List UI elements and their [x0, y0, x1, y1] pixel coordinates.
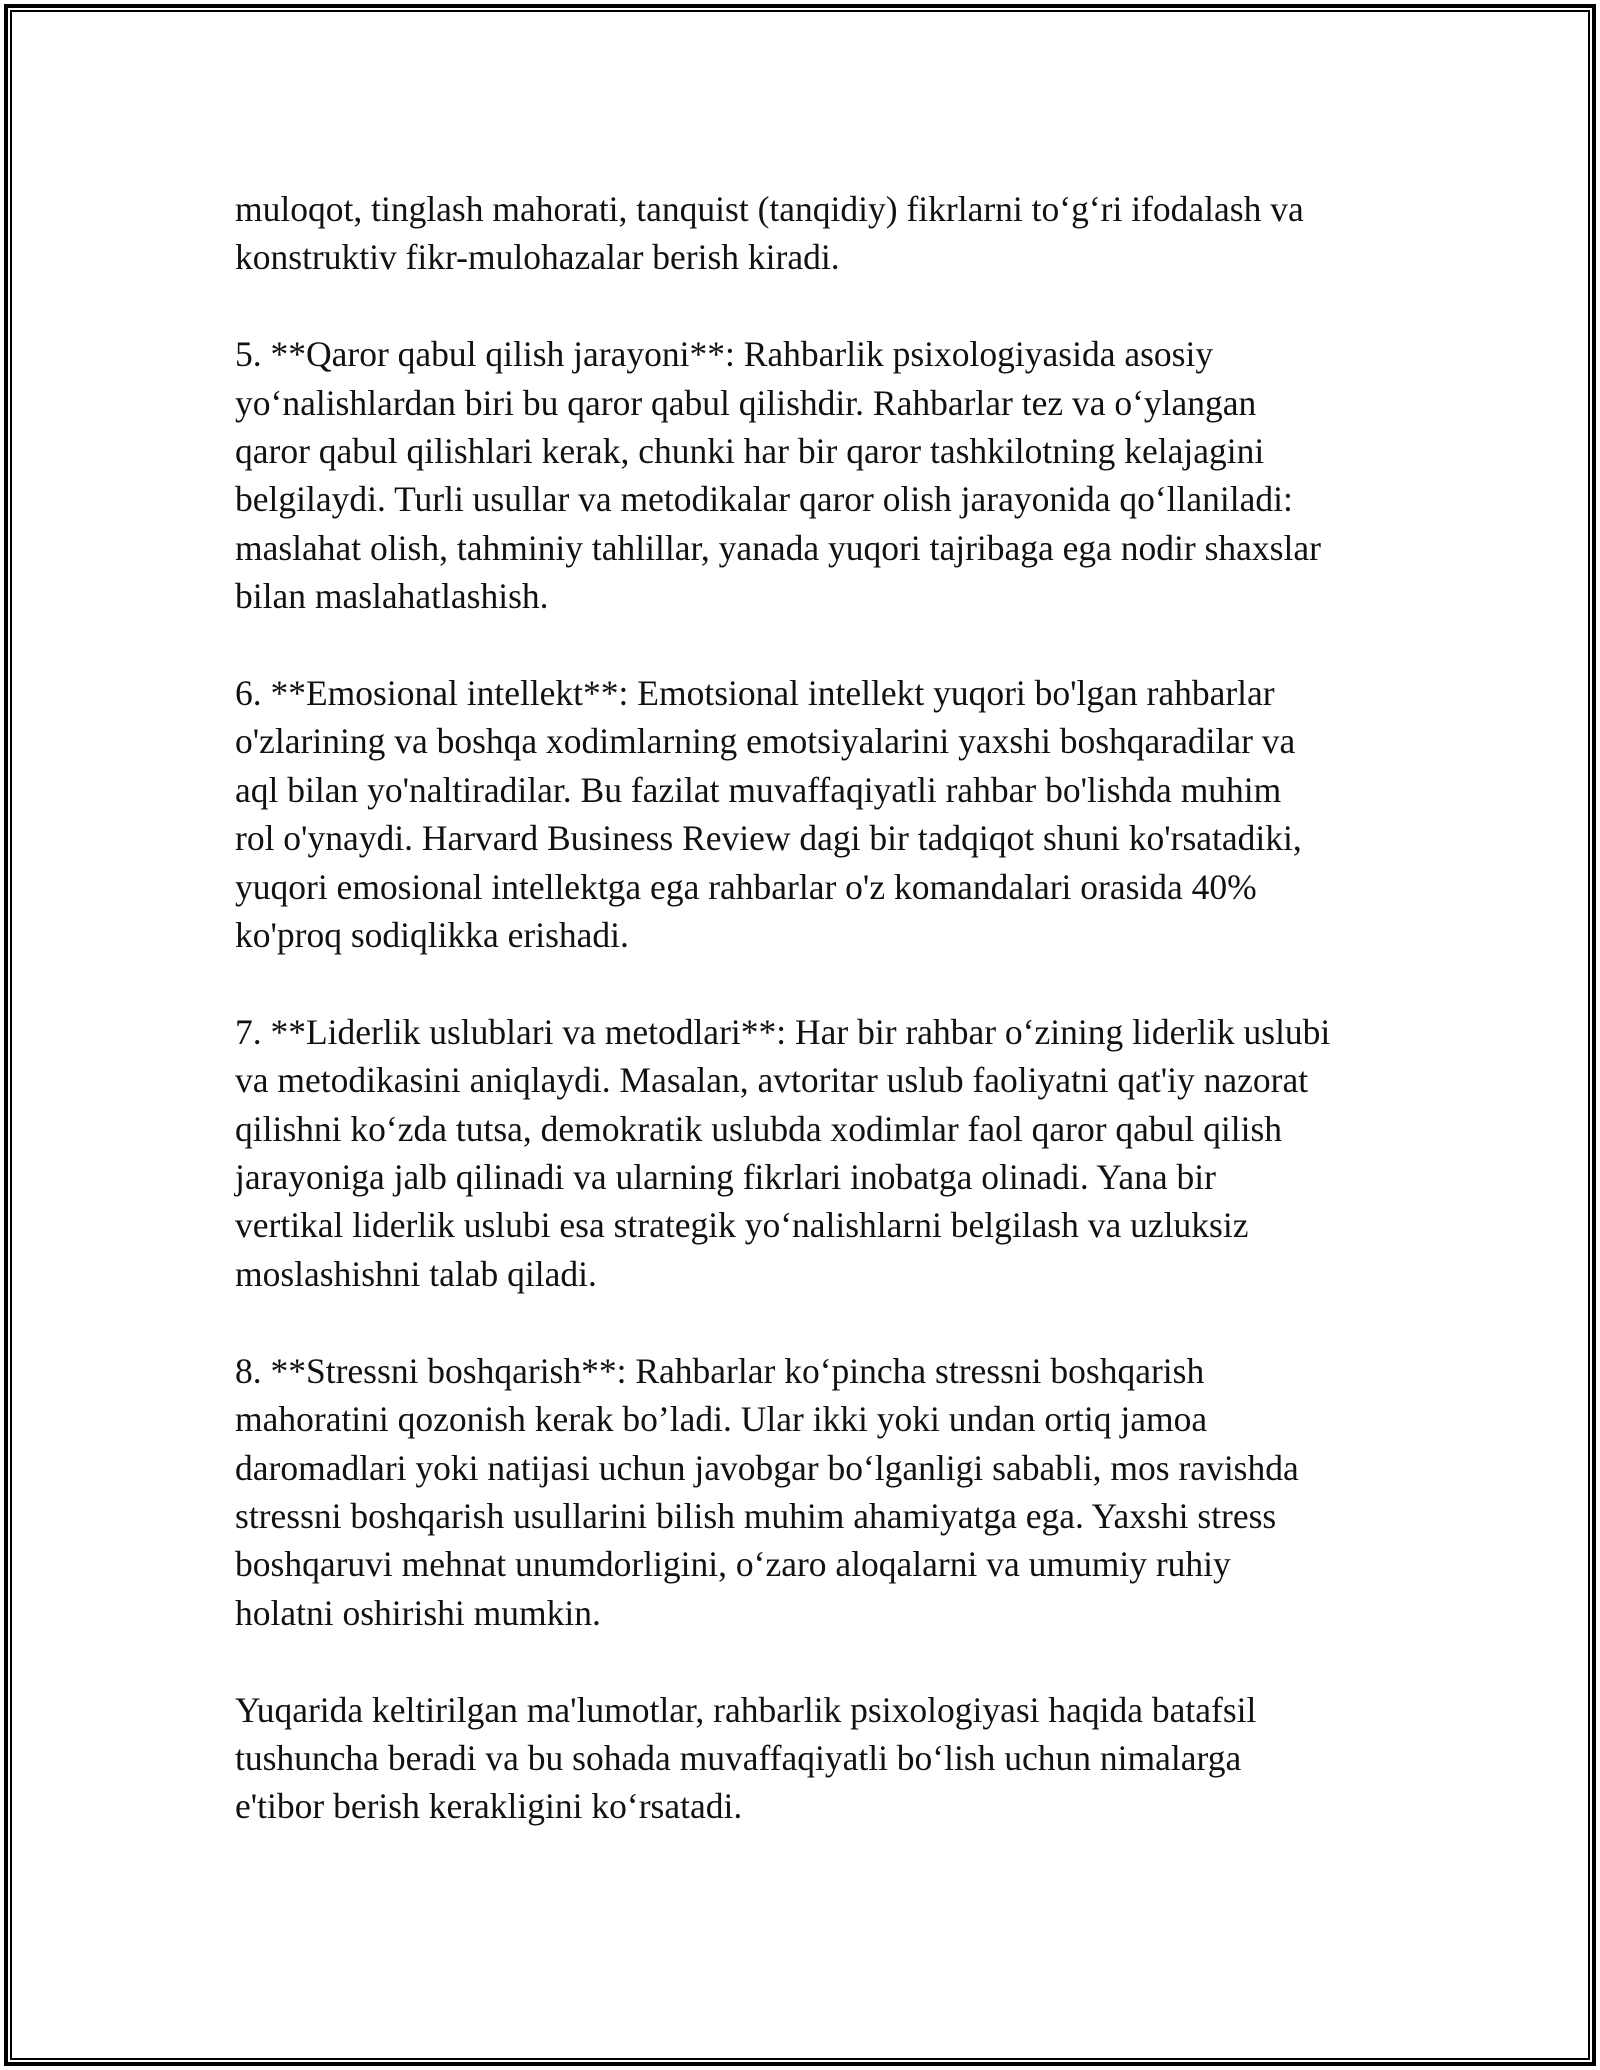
paragraph-item-6: [235, 669, 1395, 959]
text-line: yuqori emosional intellektga ega rahbarlar o'z komandalari orasida 40%: [235, 866, 1257, 907]
text-line: bilan maslahatlashish.: [235, 576, 549, 617]
document-body: [235, 185, 1395, 1879]
text-line: belgilaydi. Turli usullar va metodikalar qaror olish jarayonida qo‘llaniladi:: [235, 479, 1293, 520]
text-line: daromadlari yoki natijasi uchun javobgar bo‘lganligi sababli, mos ravishda: [235, 1447, 1299, 1488]
text-line: boshqaruvi mehnat unumdorligini, o‘zaro aloqalarni va umumiy ruhiy: [235, 1544, 1231, 1585]
paragraph-item-5: [235, 330, 1395, 620]
text-line: Yuqarida keltirilgan ma'lumotlar, rahbarlik psixologiyasi haqida batafsil: [235, 1689, 1257, 1730]
text-line: o'zlarining va boshqa xodimlarning emotsiyalarini yaxshi boshqaradilar va: [235, 721, 1296, 762]
text-line: tushuncha beradi va bu sohada muvaffaqiyatli bo‘lish uchun nimalarga: [235, 1737, 1242, 1778]
text-line: konstruktiv fikr-mulohazalar berish kiradi.: [235, 237, 840, 278]
paragraph-continuation: [235, 185, 1395, 282]
text-line: ko'proq sodiqlikka erishadi.: [235, 915, 629, 956]
paragraph-item-8: [235, 1347, 1395, 1637]
text-line: qaror qabul qilishlari kerak, chunki har bir qaror tashkilotning kelajagini: [235, 431, 1265, 472]
text-line: muloqot, tinglash mahorati, tanquist (tanqidiy) fikrlarni to‘g‘ri ifodalash va: [235, 189, 1304, 229]
text-line: e'tibor berish kerakligini ko‘rsatadi.: [235, 1786, 743, 1827]
text-line: 6. **Emosional intellekt**: Emotsional intellekt yuqori bo'lgan rahbarlar: [235, 673, 1275, 714]
text-line: maslahat olish, tahminiy tahlillar, yanada yuqori tajribaga ega nodir shaxslar: [235, 527, 1321, 568]
text-line: holatni oshirishi mumkin.: [235, 1592, 601, 1633]
text-line: rol o'ynaydi. Harvard Business Review dagi bir tadqiqot shuni ko'rsatadiki,: [235, 818, 1302, 859]
paragraph-conclusion: [235, 1686, 1395, 1831]
text-line: yo‘nalishlardan biri bu qaror qabul qilishdir. Rahbarlar tez va o‘ylangan: [235, 382, 1257, 423]
text-line: aql bilan yo'naltiradilar. Bu fazilat muvaffaqiyatli rahbar bo'lishda muhim: [235, 769, 1282, 810]
paragraph-item-7: [235, 1008, 1395, 1298]
text-line: 8. **Stressni boshqarish**: Rahbarlar ko‘pincha stressni boshqarish: [235, 1350, 1205, 1391]
text-line: qilishni ko‘zda tutsa, demokratik uslubda xodimlar faol qaror qabul qilish: [235, 1108, 1283, 1149]
text-line: 7. **Liderlik uslublari va metodlari**: Har bir rahbar o‘zining liderlik uslubi: [235, 1011, 1331, 1052]
text-line: va metodikasini aniqlaydi. Masalan, avtoritar uslub faoliyatni qat'iy nazorat: [235, 1060, 1309, 1101]
text-line: mahoratini qozonish kerak bo’ladi. Ular ikki yoki undan ortiq jamoa: [235, 1399, 1208, 1440]
text-line: moslashishni talab qiladi.: [235, 1253, 597, 1294]
text-line: vertikal liderlik uslubi esa strategik yo‘nalishlarni belgilash va uzluksiz: [235, 1205, 1249, 1246]
text-line: 5. **Qaror qabul qilish jarayoni**: Rahbarlik psixologiyasida asosiy: [235, 334, 1214, 375]
text-line: jarayoniga jalb qilinadi va ularning fikrlari inobatga olinadi. Yana bir: [235, 1157, 1216, 1198]
text-line: stressni boshqarish usullarini bilish muhim ahamiyatga ega. Yaxshi stress: [235, 1495, 1277, 1536]
